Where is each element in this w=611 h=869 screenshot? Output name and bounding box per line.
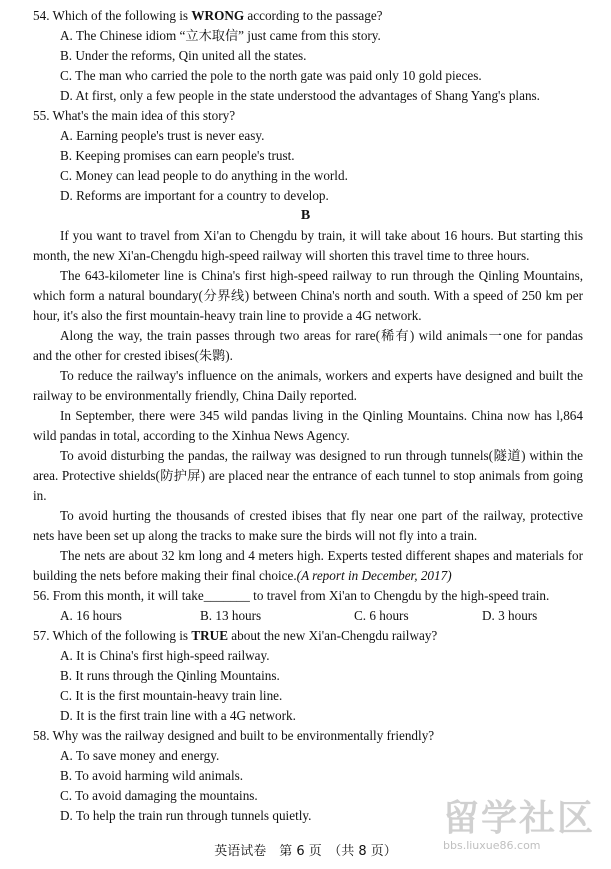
question-56-option-d[interactable]: D. 3 hours: [482, 608, 538, 623]
passage-paragraph-2: The 643-kilometer line is China's first high-speed railway to run through the Qinling Mountains, which form a natural boundary(分界线) between China's north and south. With a speed of 250 km per hour, it's also the first mountain-heavy train line to provide a 4G network.: [33, 268, 583, 323]
question-58-option-d[interactable]: D. To help the train run through tunnels quietly.: [60, 808, 312, 823]
question-54-emphasis: WRONG: [191, 8, 245, 23]
question-58-option-b[interactable]: B. To avoid harming wild animals.: [60, 768, 244, 783]
passage-paragraph-1: If you want to travel from Xi'an to Chengdu by train, it will take about 16 hours. But starting this month, the new Xi'an-Chengdu high-speed railway will shorten this travel time to three hours.: [33, 228, 583, 263]
question-58-stem: 58. Why was the railway designed and built to be environmentally friendly?: [33, 728, 435, 743]
question-57-stem-text: 57. Which of the following is: [33, 628, 192, 643]
question-57-stem-tail: about the new Xi'an-Chengdu railway?: [228, 628, 438, 643]
passage-paragraph-5: In September, there were 345 wild pandas living in the Qinling Mountains. China now has l,864 wild pandas in total, according to the Xinhua News Agency.: [33, 408, 583, 443]
question-57-option-a[interactable]: A. It is China's first high-speed railway.: [60, 648, 270, 663]
question-54-option-b[interactable]: B. Under the reforms, Qin united all the states.: [60, 48, 307, 63]
passage-paragraph-8: [33, 546, 583, 586]
question-57-emphasis: TRUE: [191, 628, 228, 643]
passage-paragraph-8-text: The nets are about 32 km long and 4 meters high. Experts tested different shapes and materials for building the nets before making their final choice.: [33, 548, 583, 583]
question-54-option-a[interactable]: A. The Chinese idiom “立木取信” just came from this story.: [60, 28, 381, 43]
passage-paragraph-7: To avoid hurting the thousands of crested ibises that fly near one part of the railway, protective nets have been set up along the tracks to make sure the birds will not fly into a train.: [33, 508, 583, 543]
question-55-option-a[interactable]: A. Earning people's trust is never easy.: [60, 128, 265, 143]
passage-paragraph-6: To avoid disturbing the pandas, the railway was designed to run through tunnels(隧道) within the area. Protective shields(防护屏) are placed near the entrance of each tunnel to stop animals from going in.: [33, 448, 583, 503]
question-54-option-d[interactable]: D. At first, only a few people in the state understood the advantages of Shang Yang's plans.: [60, 88, 540, 103]
passage-paragraph-3: Along the way, the train passes through two areas for rare(稀有) wild animals一one for pandas and the other for crested ibises(朱鹮).: [33, 328, 583, 363]
question-56-option-a[interactable]: A. 16 hours: [60, 608, 122, 623]
passage-source: (A report in December, 2017): [296, 568, 452, 583]
watermark-logo: 留学社区: [443, 798, 596, 839]
question-54-stem-tail: according to the passage?: [244, 8, 383, 23]
question-57-option-b[interactable]: B. It runs through the Qinling Mountains.: [60, 668, 280, 683]
watermark-url: bbs.liuxue86.com: [443, 839, 541, 852]
question-56-option-b[interactable]: B. 13 hours: [200, 608, 262, 623]
question-57-stem: [33, 626, 593, 646]
question-54-stem-text: 54. Which of the following is: [33, 8, 192, 23]
page-footer: 英语试卷 第 6 页 （共 8 页）: [214, 844, 397, 859]
passage-paragraph-4: To reduce the railway's influence on the animals, workers and experts have designed and built the railway to be environmentally friendly, China Daily reported.: [33, 368, 583, 403]
question-55-stem: 55. What's the main idea of this story?: [33, 108, 236, 123]
question-55-option-b[interactable]: B. Keeping promises can earn people's trust.: [60, 148, 295, 163]
question-56-stem: 56. From this month, it will take_______ to travel from Xi'an to Chengdu by the high-speed train.: [33, 588, 550, 603]
question-58-option-a[interactable]: A. To save money and energy.: [60, 748, 220, 763]
question-56-option-c[interactable]: C. 6 hours: [354, 608, 409, 623]
question-55-option-d[interactable]: D. Reforms are important for a country to develop.: [60, 188, 329, 203]
section-b-heading: B: [300, 208, 311, 223]
question-54-option-c[interactable]: C. The man who carried the pole to the north gate was paid only 10 gold pieces.: [60, 68, 482, 83]
question-57-option-d[interactable]: D. It is the first train line with a 4G network.: [60, 708, 296, 723]
question-58-option-c[interactable]: C. To avoid damaging the mountains.: [60, 788, 258, 803]
question-57-option-c[interactable]: C. It is the first mountain-heavy train line.: [60, 688, 283, 703]
question-55-option-c[interactable]: C. Money can lead people to do anything in the world.: [60, 168, 348, 183]
question-54-stem: [33, 6, 593, 26]
question-56-options: [60, 606, 590, 626]
